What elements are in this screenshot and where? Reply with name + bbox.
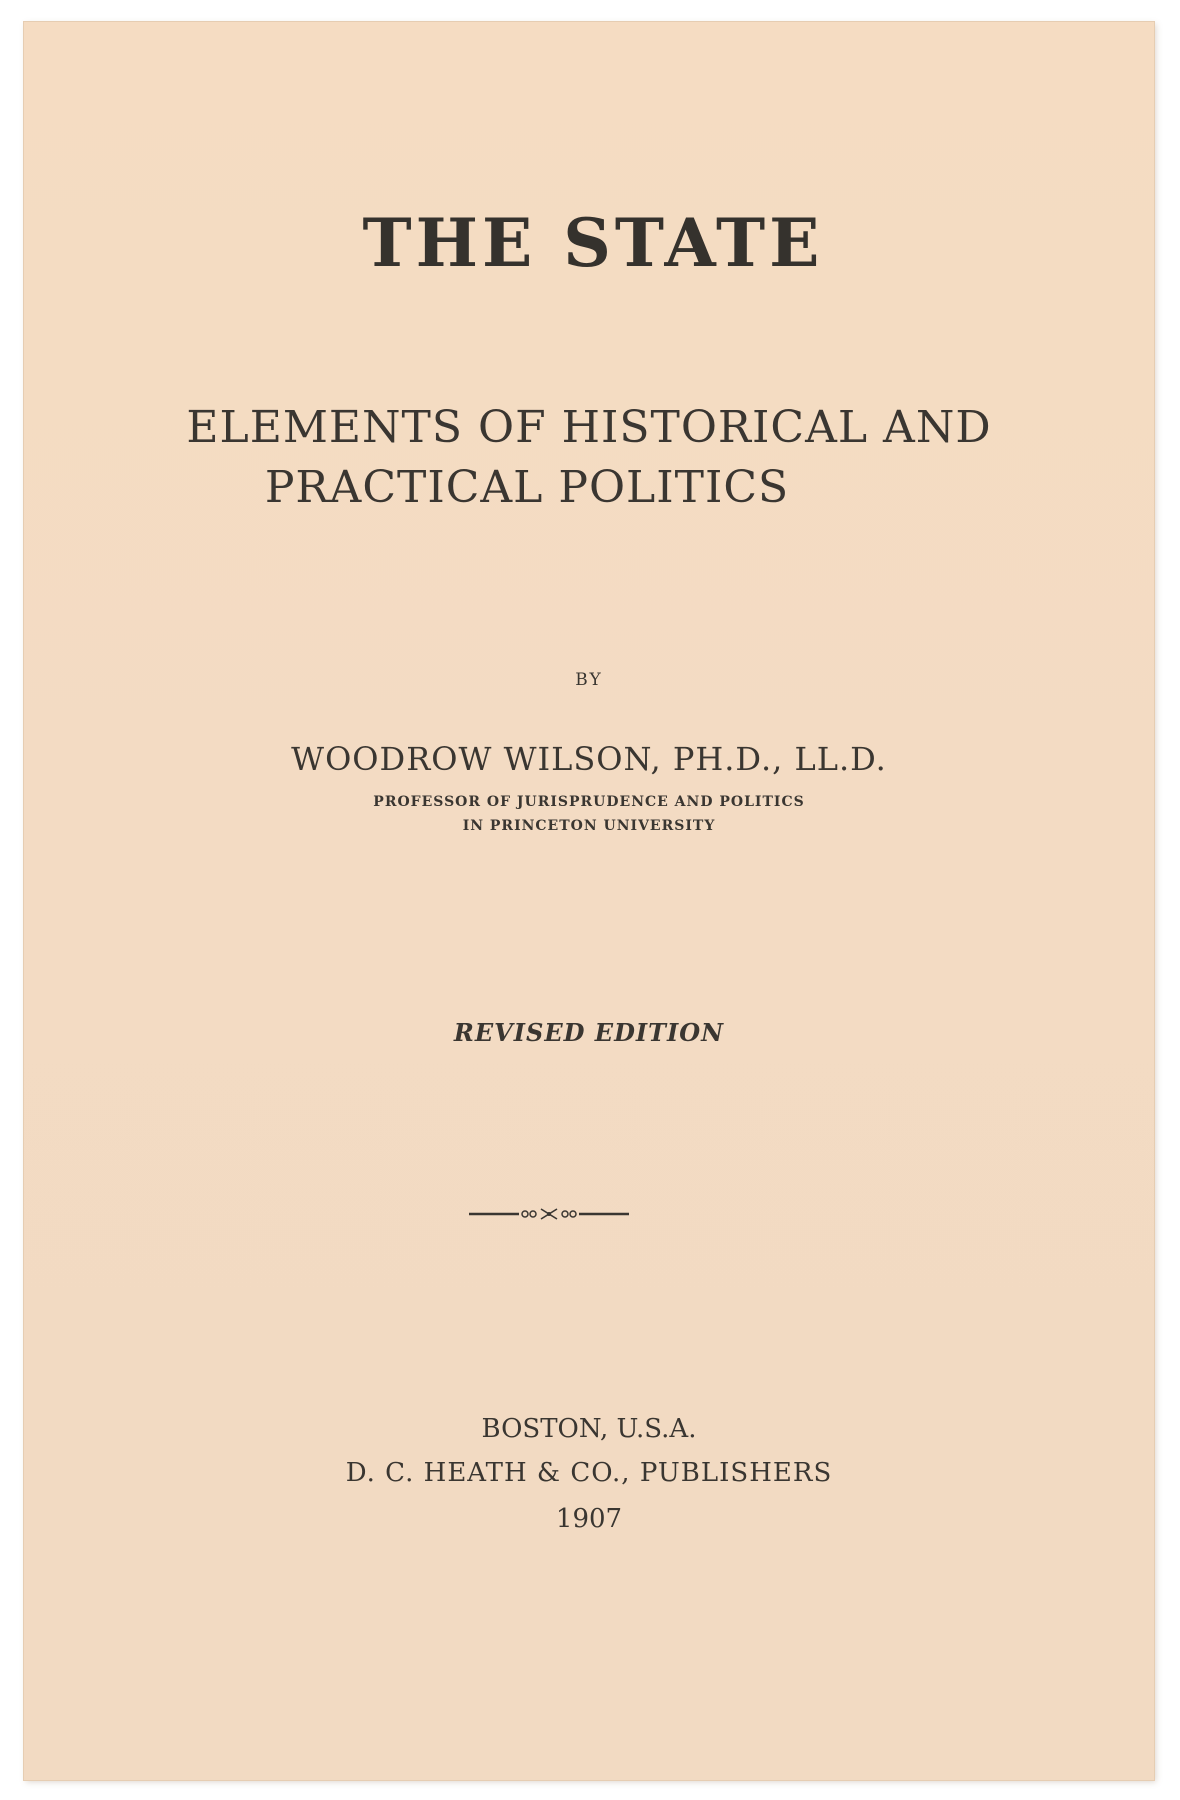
printers-ornament-divider [469,1207,629,1221]
byline: BY [575,670,603,690]
edition-label: REVISED EDITION [453,1018,725,1047]
book-subtitle-line-1: ELEMENTS OF HISTORICAL AND [186,402,992,453]
imprint-place: BOSTON, U.S.A. [481,1414,697,1444]
author-name: WOODROW WILSON, PH.D., LL.D. [291,740,887,778]
imprint-year: 1907 [555,1504,623,1534]
author-position-line-1: PROFESSOR OF JURISPRUDENCE AND POLITICS [373,794,805,810]
author-position-line-2: IN PRINCETON UNIVERSITY [462,818,716,834]
title-page [24,22,1154,1780]
book-title: THE STATE [362,204,824,282]
imprint-publisher: D. C. HEATH & CO., PUBLISHERS [345,1458,833,1488]
book-subtitle-line-2: PRACTICAL POLITICS [264,462,790,513]
